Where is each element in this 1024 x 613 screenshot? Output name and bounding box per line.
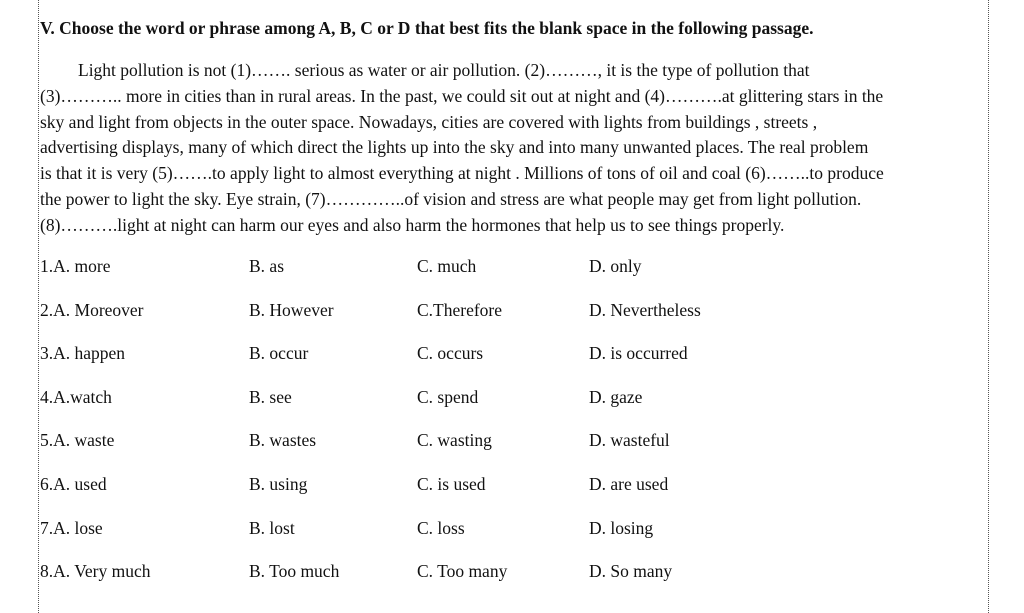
option-d: D. is occurred [589, 343, 688, 364]
option-b: B. see [249, 386, 292, 407]
question-row [40, 343, 980, 387]
option-c: C. occurs [417, 343, 484, 364]
question-row [40, 256, 980, 300]
option-d: D. Nevertheless [589, 299, 701, 320]
option-a: 4.A.watch [40, 386, 112, 407]
option-b: B. However [249, 299, 334, 320]
passage-line: (3)……….. more in cities than in rural areas. In the past, we could sit out at night and (4)……….at glittering stars in the [40, 85, 884, 106]
option-b: B. Too much [249, 561, 340, 582]
option-d: D. So many [589, 561, 673, 582]
option-c: C. Too many [417, 561, 508, 582]
passage-line: is that it is very (5)…….to apply light to almost everything at night . Millions of tons of oil and coal (6)……..to produce [40, 163, 884, 184]
page-border-left [38, 0, 39, 613]
option-d: D. losing [589, 517, 654, 538]
option-b: B. using [249, 473, 308, 494]
option-b: B. lost [249, 517, 295, 538]
question-row [40, 300, 980, 344]
option-c: C. much [417, 256, 477, 276]
option-d: D. only [589, 256, 642, 276]
option-c: C. loss [417, 517, 465, 538]
exercise-heading: V. Choose the word or phrase among A, B, C or D that best fits the blank space in the following passage. [40, 18, 814, 38]
option-b: B. wastes [249, 430, 317, 451]
question-row [40, 474, 980, 518]
option-a: 5.A. waste [40, 430, 115, 451]
question-row [40, 430, 980, 474]
passage-line: advertising displays, many of which direct the lights up into the sky and into many unwanted places. The real problem [40, 137, 869, 158]
option-a: 8.A. Very much [40, 561, 151, 582]
question-row [40, 387, 980, 431]
passage-line: Light pollution is not (1)……. serious as water or air pollution. (2)………, it is the type of pollution that [78, 60, 810, 80]
option-a: 3.A. happen [40, 343, 126, 364]
option-d: D. are used [589, 473, 669, 494]
option-a: 6.A. used [40, 473, 107, 494]
passage-line: the power to light the sky. Eye strain, (7)…………..of vision and stress are what people may get from light pollution. [40, 188, 862, 209]
reading-passage [40, 58, 988, 239]
question-row [40, 561, 980, 605]
option-c: C. is used [417, 473, 486, 494]
option-d: D. gaze [589, 386, 643, 407]
option-d: D. wasteful [589, 430, 670, 451]
option-b: B. occur [249, 343, 309, 364]
answer-options [40, 256, 980, 605]
option-a: 2.A. Moreover [40, 299, 144, 320]
question-row [40, 518, 980, 562]
passage-line: (8)……….light at night can harm our eyes and also harm the hormones that help us to see things properly. [40, 214, 785, 235]
option-b: B. as [249, 256, 284, 276]
option-c: C. spend [417, 386, 479, 407]
passage-line: sky and light from objects in the outer space. Nowadays, cities are covered with lights from buildings , streets , [40, 111, 818, 132]
option-a: 7.A. lose [40, 517, 103, 538]
option-a: 1.A. more [40, 256, 111, 276]
option-c: C.Therefore [417, 299, 503, 320]
option-c: C. wasting [417, 430, 492, 451]
page-border-right [988, 0, 989, 613]
